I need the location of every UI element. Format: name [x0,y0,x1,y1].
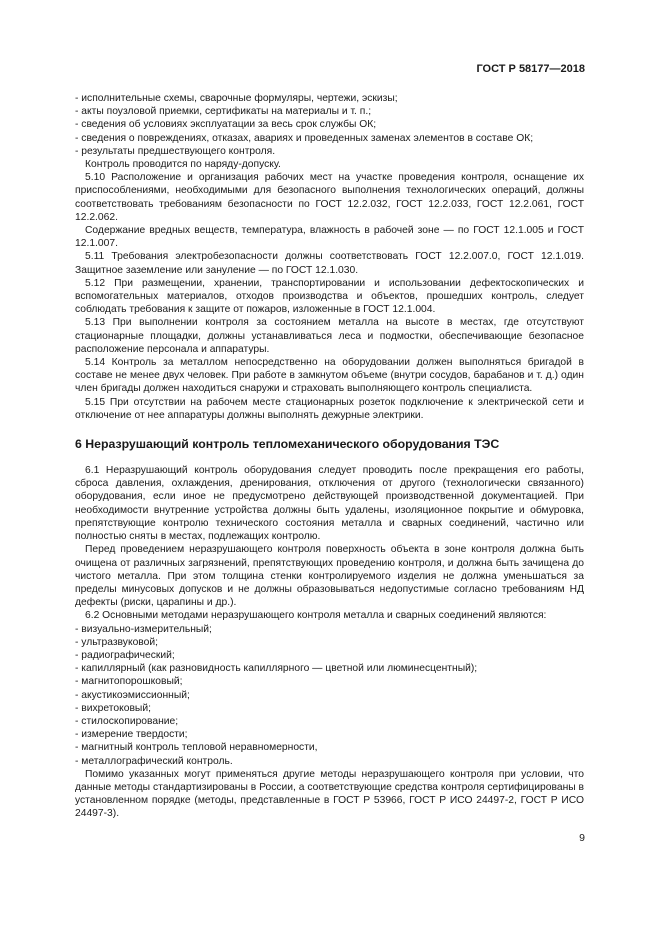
list-item: - сведения о повреждениях, отказах, авариях и проведенных заменах элементов в составе ОК; [75,132,534,144]
list-item: - результаты предшествующего контроля. [75,145,276,157]
list-item: - металлографический контроль. [75,755,233,767]
document-header: ГОСТ Р 58177—2018 [476,63,585,75]
paragraph: 5.11 Требования электробезопасности должны соответствовать ГОСТ 12.2.007.0, ГОСТ 12.1.019. Защитное заземление или зануление — по ГОСТ 12.1.030. [75,251,584,276]
list-item: - ультразвуковой; [75,636,158,648]
paragraph: 6.1 Неразрушающий контроль оборудования следует проводить после прекращения его работы, сброса давления, охлаждения, дренирования, отключения от другого (технологически связанного) оборудования, если иное не предусмотрено действующей производственной документацией. При необходимости внутренние устройства должны быть удалены, изоляционное покрытие и обмуровка, препятствующие контролю технического состояния металла и сварных соединений, частично или полностью сняты в местах, подлежащих контролю. [75,465,584,543]
document-body [75,92,584,821]
paragraph: Контроль проводится по наряду-допуску. [85,159,281,171]
paragraph: 5.10 Расположение и организация рабочих мест на участке проведения контроля, оснащение их приспособлениями, необходимыми для безопасного выполнения технологических операций, должны соответствовать требованиям безопасности по ГОСТ 12.2.032, ГОСТ 12.2.033, ГОСТ 12.2.061, ГОСТ 12.2.062. [75,172,584,223]
paragraph: 5.15 При отсутствии на рабочем месте стационарных розеток подключение к электрической сети и отключение от нее аппаратуры должны выполнять дежурные электрики. [75,396,584,421]
list-item: - магнитный контроль тепловой неравномерности, [75,742,318,754]
paragraph: 5.14 Контроль за металлом непосредственно на оборудовании должен выполняться бригадой в составе не менее двух человек. При работе в замкнутом объеме (внутри сосудов, барабанов и т. д.) один член бригады должен находиться снаружи и страховать выполняющего контроль специалиста. [75,357,584,395]
paragraph: 6.2 Основными методами неразрушающего контроля металла и сварных соединений являются: [85,610,547,622]
list-item: - радиографический; [75,649,175,661]
list-item: - визуально-измерительный; [75,623,212,635]
list-item: - измерение твердости; [75,729,188,741]
list-item: - акустикоэмиссионный; [75,689,190,701]
paragraph: 5.12 При размещении, хранении, транспортировании и использовании дефектоскопических и вспомогательных материалов, отходов производства и объектов, прошедших контроль, следует соблюдать требования к защите от пожаров, изложенные в ГОСТ 12.1.004. [75,277,584,316]
list-item: - магнитопорошковый; [75,676,183,688]
page-number: 9 [579,832,585,844]
list-item: - капиллярный (как разновидность капиллярного — цветной или люминесцентный); [75,663,478,675]
list-item: - исполнительные схемы, сварочные формуляры, чертежи, эскизы; [75,93,398,104]
section-heading: 6 Неразрушающий контроль тепломеханического оборудования ТЭС [75,437,500,452]
list-item: - акты поузловой приемки, сертификаты на материалы и т. п.; [75,106,372,118]
paragraph: 5.13 При выполнении контроля за состоянием металла на высоте в местах, где отсутствуют стационарные площадки, должны устанавливаться леса и подмостки, обеспечивающие безопасное расположение персонала и аппаратуры. [75,317,584,355]
list-item: - вихретоковый; [75,702,151,714]
paragraph: Содержание вредных веществ, температура, влажность в рабочей зоне — по ГОСТ 12.1.005 и ГОСТ 12.1.007. [75,225,584,250]
paragraph: Помимо указанных могут применяться другие методы неразрушающего контроля при условии, что данные методы стандартизированы в России, а соответствующие средства контроля сертифицированы в установленном порядке (методы, представленные в ГОСТ Р 53966, ГОСТ Р ИСО 24497-2, ГОСТ Р ИСО 24497-3). [75,768,584,820]
list-item: - стилоскопирование; [75,715,179,727]
list-item: - сведения об условиях эксплуатации за весь срок службы ОК; [75,119,377,131]
paragraph: Перед проведением неразрушающего контроля поверхность объекта в зоне контроля должна быть очищена от различных загрязнений, препятствующих проведению контроля, и должна быть зачищена до чистого металла. При этом толщина стенки контролируемого изделия не должна уменьшаться за пределы минусовых допусков и не должны образовываться недопустимые согласно требованиям НД дефекты (риски, царапины и др.). [75,544,584,609]
